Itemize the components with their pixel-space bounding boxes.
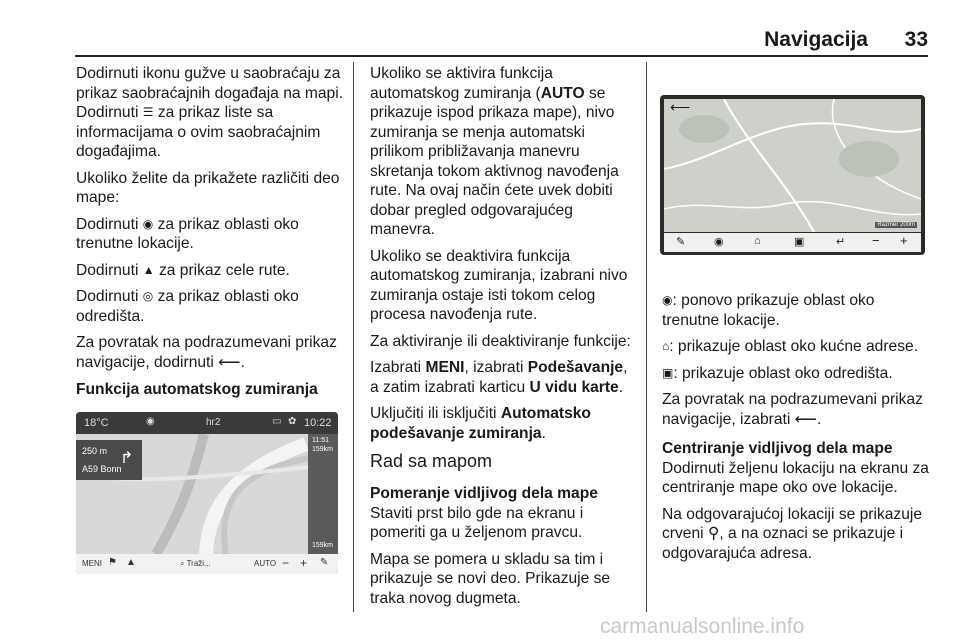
current-location-icon: ◉ xyxy=(142,216,154,231)
edit-icon[interactable]: ✎ xyxy=(676,236,686,248)
return-icon[interactable]: ↵ xyxy=(836,236,846,248)
paragraph: ◉: ponovo prikazuje oblast oko trenutne lokacije. xyxy=(662,292,875,329)
paragraph: Za povratak na podrazumevani prikaz navigacije, dodirnuti ⟵. xyxy=(76,334,337,371)
phone-icon: ▭ xyxy=(272,416,282,427)
eta-time: 11:51 xyxy=(312,437,329,444)
paragraph: Dodirnuti ▲ za prikaz cele rute. xyxy=(76,261,290,279)
paragraph: ⌂: prikazuje oblast oko kućne adrese. xyxy=(662,338,919,355)
map-graphic xyxy=(664,99,921,232)
eta-panel xyxy=(312,436,333,454)
menu-button[interactable]: MENI xyxy=(82,559,102,568)
paragraph: Ukoliko želite da prikažete različiti deo mape: xyxy=(76,169,340,206)
scale-indicator: Razmer 200m xyxy=(877,222,915,228)
destination-icon[interactable]: ▣ xyxy=(794,236,805,248)
zoom-out-button[interactable]: − xyxy=(872,233,880,248)
paragraph: Uključiti ili isključiti Automatsko podešavanje zumiranja. xyxy=(370,405,591,442)
destination-icon: ◎ xyxy=(142,289,154,303)
zoom-in-button[interactable]: + xyxy=(900,233,908,248)
zoom-out-button[interactable]: − xyxy=(282,556,290,570)
column-divider-1 xyxy=(353,62,354,612)
navigation-screenshot-2 xyxy=(660,95,925,255)
paragraph: Dodirnuti ◉ za prikaz oblasti oko trenutne lokacije. xyxy=(76,215,299,252)
back-arrow-icon: ⟵ xyxy=(218,353,241,371)
paragraph: Mapa se pomera u skladu sa tim i prikazuje se novi deo. Prikazuje se traka novog dugmeta. xyxy=(370,550,611,607)
column-divider-2 xyxy=(646,62,647,612)
paragraph: Za povratak na podrazumevani prikaz navigacije, izabrati ⟵. xyxy=(662,391,923,428)
map-pin-icon: ⚲ xyxy=(707,525,720,542)
navigation-screenshot-1 xyxy=(76,412,338,574)
temperature: 18°C xyxy=(84,417,109,429)
map-view[interactable] xyxy=(76,434,338,554)
column-1 xyxy=(76,64,344,405)
map-view[interactable] xyxy=(664,99,921,231)
paragraph: ▣: prikazuje oblast oko odredišta. xyxy=(662,364,893,382)
paragraph: Na odgovarajućoj lokaciji se prikazuje crveni ⚲, a na oznaci se prikazuje i odgovarajuća adresa. xyxy=(662,505,923,562)
current-location-icon[interactable]: ◉ xyxy=(714,236,724,248)
auto-zoom-button[interactable]: AUTO xyxy=(254,559,277,568)
header-rule xyxy=(75,55,928,57)
paragraph: Izabrati MENI, izabrati Podešavanje, a zatim izabrati karticu U vidu karte. xyxy=(370,359,628,396)
edit-icon[interactable]: ✎ xyxy=(320,557,329,568)
watermark: carmanualsonline.info xyxy=(600,615,805,638)
route-overview-icon: ▲ xyxy=(142,262,155,277)
compass-icon: ◉ xyxy=(146,416,155,427)
subsection-heading: Pomeranje vidljivog dela mape xyxy=(370,485,598,502)
section-title: Rad sa mapom xyxy=(370,451,493,471)
maneuver-panel xyxy=(76,440,142,480)
destination-icon: ▣ xyxy=(662,365,674,380)
paragraph: Dodirnuti željenu lokaciju na ekranu za centriranje mape oko ove lokacije. xyxy=(662,459,929,496)
paragraph: Za aktiviranje ili deaktiviranje funkcije: xyxy=(370,332,631,350)
maneuver-road: A59 Bonn xyxy=(82,464,122,474)
subsection-heading: Centriranje vidljivog dela mape xyxy=(662,440,893,457)
paragraph: Ukoliko se aktivira funkcija automatskog zumiranja (AUTO se prikazuje ispod prikaza mape), nivo zumiranja se menja automatski prilikom približavanja manevru skretanja tokom aktivnog navođenja rute. Na ovaj način ćete uvek dobiti dobar pregled odgovarajućeg manevra. xyxy=(370,65,619,238)
back-arrow-icon[interactable]: ⟵ xyxy=(670,99,691,115)
paragraph: Dodirnuti ◎ za prikaz oblasti oko odredišta. xyxy=(76,288,299,325)
eta-distance: 159km xyxy=(312,446,334,453)
map-button-bar xyxy=(664,233,921,252)
search-icon: ⌕ xyxy=(180,559,185,568)
list-icon: ☰ xyxy=(142,105,154,119)
page-number: 33 xyxy=(904,28,928,51)
page-header xyxy=(75,28,928,56)
zoom-in-button[interactable]: + xyxy=(300,556,308,570)
remaining-distance: 159km xyxy=(312,542,334,549)
search-field[interactable]: ⌕ Traži... xyxy=(180,559,211,568)
status-bar xyxy=(76,412,338,434)
street-name: hr2 xyxy=(206,417,221,428)
section-heading: Funkcija automatskog zumiranja xyxy=(76,381,318,398)
paragraph: Staviti prst bilo gde na ekranu i pomeriti ga u željenom pravcu. xyxy=(370,504,584,541)
turn-right-icon: ↱ xyxy=(120,450,134,467)
home-icon[interactable]: ⌂ xyxy=(754,235,761,247)
column-2 xyxy=(370,64,636,615)
page-title: Navigacija xyxy=(764,28,868,51)
paragraph: Ukoliko se deaktivira funkcija automatskog zumiranja, izabrani nivo zumiranja ostaje isti tokom celog procesa navođenja rute. xyxy=(370,247,628,323)
current-location-icon: ◉ xyxy=(662,293,673,307)
home-icon: ⌂ xyxy=(662,339,670,353)
route-overview-icon[interactable]: ▲ xyxy=(126,557,136,568)
paragraph: Dodirnuti ikonu gužve u saobraćaju za prikaz saobraćajnih događaja na mapi. Dodirnuti ☰ za prikaz liste sa informacijama o ovim saobraćajnim događajima. xyxy=(76,65,343,160)
column-3 xyxy=(662,291,932,570)
flag-icon[interactable]: ⚑ xyxy=(108,557,117,568)
map-toolbar xyxy=(76,554,338,574)
clock: 10:22 xyxy=(304,417,332,429)
back-arrow-icon: ⟵ xyxy=(794,410,817,428)
gear-icon: ✿ xyxy=(288,416,297,427)
maneuver-distance: 250 m xyxy=(82,446,108,456)
